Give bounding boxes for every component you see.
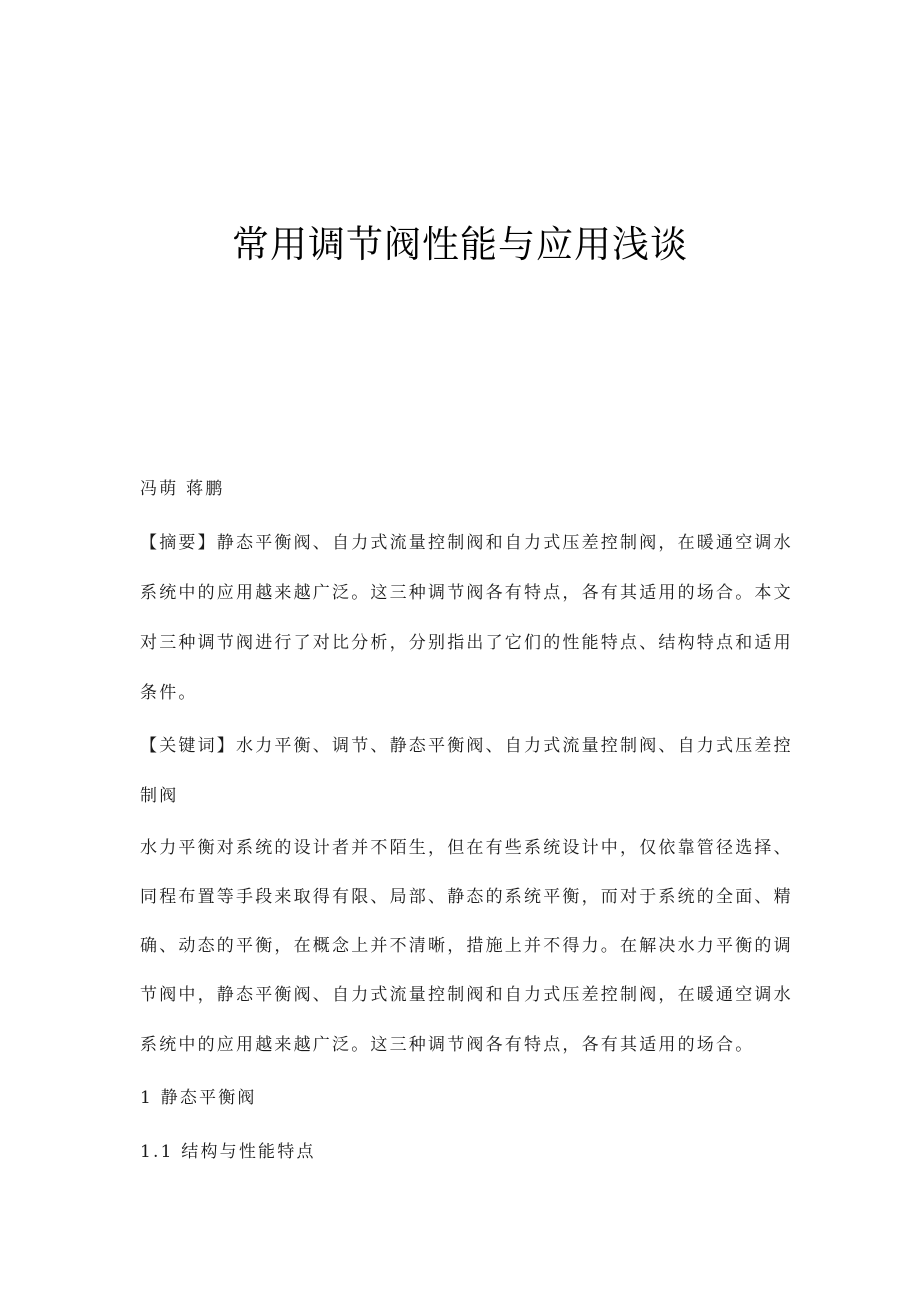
intro-line: 节阀中，静态平衡阀、自力式流量控制阀和自力式压差控制阀，在暖通空调水 [140,985,793,1005]
keywords-line: 制阀 [140,786,179,806]
abstract-line: 系统中的应用越来越广泛。这三种调节阀各有特点，各有其适用的场合。本文 [140,583,793,603]
section-heading-1-1: 1.1 结构与性能特点 [140,1142,316,1162]
abstract-line: 对三种调节阀进行了对比分析，分别指出了它们的性能特点、结构特点和适用 [140,633,793,653]
abstract-line: 【摘要】静态平衡阀、自力式流量控制阀和自力式压差控制阀，在暖通空调水 [140,533,793,553]
document-title: 常用调节阀性能与应用浅谈 [232,223,688,266]
abstract-line: 条件。 [140,683,198,703]
keywords-line: 【关键词】水力平衡、调节、静态平衡阀、自力式流量控制阀、自力式压差控 [140,736,793,756]
intro-line: 系统中的应用越来越广泛。这三种调节阀各有特点，各有其适用的场合。 [140,1035,755,1055]
section-heading-1: 1 静态平衡阀 [140,1088,257,1108]
intro-line: 同程布置等手段来取得有限、局部、静态的系统平衡，而对于系统的全面、精 [140,887,793,907]
authors: 冯萌 蒋鹏 [140,479,225,499]
intro-line: 水力平衡对系统的设计者并不陌生，但在有些系统设计中，仅依靠管径选择、 [140,838,793,858]
intro-line: 确、动态的平衡，在概念上并不清晰，措施上并不得力。在解决水力平衡的调 [140,936,793,956]
